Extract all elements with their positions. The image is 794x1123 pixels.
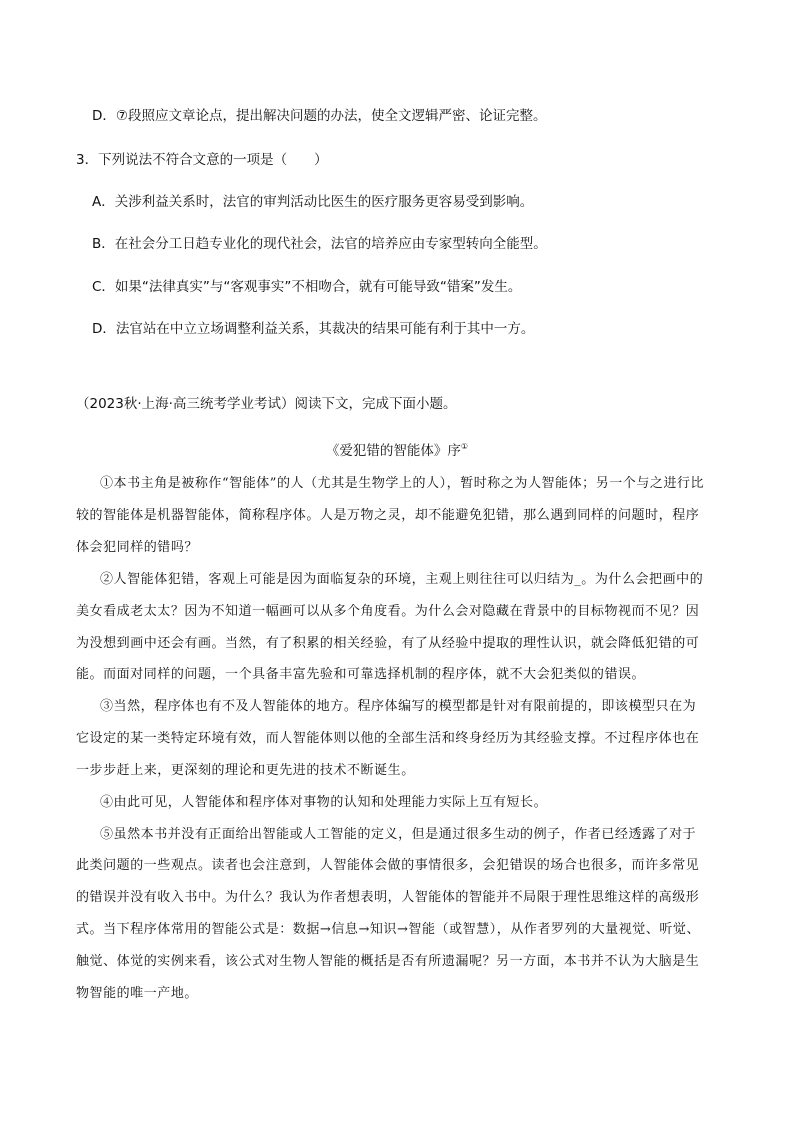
question-3-option-b: B．在社会分工日趋专业化的现代社会，法官的培养应由专家型转向全能型。 (92, 236, 547, 252)
paragraph-5-line-5: 触觉、体觉的实例来看，该公式对生物人智能的概括是否有所遗漏呢？另一方面，本书并不认为大脑是生 (76, 954, 700, 969)
passage-source: （2023秋·上海·高三统考学业考试）阅读下文，完成下面小题。 (76, 396, 457, 412)
paragraph-2-line-2: 美女看成老太太？因为不知道一幅画可以从多个角度看。为什么会对隐藏在背景中的目标物视而不见？因 (76, 604, 700, 619)
question-3-option-a: A．关涉利益关系时，法官的审判活动比医生的医疗服务更容易受到影响。 (92, 194, 534, 210)
paragraph-3-line-3: 一步步赶上来，更深刻的理论和更先进的技术不断诞生。 (76, 763, 415, 778)
paragraph-3-line-1: ③当然，程序体也有不及人智能体的地方。程序体编写的模型都是针对有限前提的，即该模型只在为 (100, 699, 697, 714)
passage-title (0, 439, 794, 459)
question-3-stem: 3．下列说法不符合文意的一项是（ ） (76, 152, 328, 168)
paragraph-2-line-4: 能。而面对同样的问题，一个具备丰富先验和可靠选择机制的程序体，就不大会犯类似的错误。 (76, 667, 646, 682)
paragraph-5-line-2: 此类问题的一些观点。读者也会注意到，人智能体会做的事情很多，会犯错误的场合也很多，而许多常见 (76, 858, 700, 873)
paragraph-3-line-2: 它设定的某一类特定环境有效，而人智能体则以他的全部生活和终身经历为其经验支撑。不过程序体也在 (76, 731, 700, 746)
paragraph-5-line-3: 的错误并没有收入书中。为什么？我认为作者想表明，人智能体的智能并不局限于理性思维这样的高级形 (76, 890, 700, 905)
paragraph-5-line-4: 式。当下程序体常用的智能公式是：数据→信息→知识→智能（或智慧），从作者罗列的大量视觉、听觉、 (76, 922, 701, 937)
passage-title-text: 《爱犯错的智能体》序 (325, 443, 461, 459)
paragraph-1-line-2: 较的智能体是机器智能体，简称程序体。人是万物之灵，却不能避免犯错，那么遇到同样的问题时，程序 (76, 508, 700, 523)
paragraph-5-line-1: ⑤虽然本书并没有正面给出智能或人工智能的定义，但是通过很多生动的例子，作者已经透露了对于 (100, 827, 697, 842)
option-d-previous: D．⑦段照应文章论点，提出解决问题的办法，使全文逻辑严密、论证完整。 (92, 108, 547, 124)
question-3-option-d: D．法官站在中立立场调整利益关系，其裁决的结果可能有利于其中一方。 (92, 321, 535, 337)
question-3-option-c: C．如果“法律真实”与“客观事实”不相吻合，就有可能导致“错案”发生。 (92, 279, 522, 295)
paragraph-2-line-1: ②人智能体犯错，客观上可能是因为面临复杂的环境，主观上则往往可以归结为_。为什么会把画中的 (100, 572, 704, 587)
paragraph-4-line-1: ④由此可见，人智能体和程序体对事物的认知和处理能力实际上互有短长。 (100, 795, 548, 810)
paragraph-5-line-6: 物智能的唯一产地。 (76, 986, 198, 1001)
paragraph-1-line-3: 体会犯同样的错吗？ (76, 540, 198, 555)
paragraph-2-line-3: 为没想到画中还会有画。当然，有了积累的相关经验，有了从经验中提取的理性认识，就会降低犯错的可 (76, 636, 700, 651)
footnote-marker: ① (460, 442, 469, 451)
paragraph-1-line-1: ①本书主角是被称作“智能体”的人（尤其是生物学上的人），暂时称之为人智能体；另一个与之进行比 (100, 476, 705, 491)
